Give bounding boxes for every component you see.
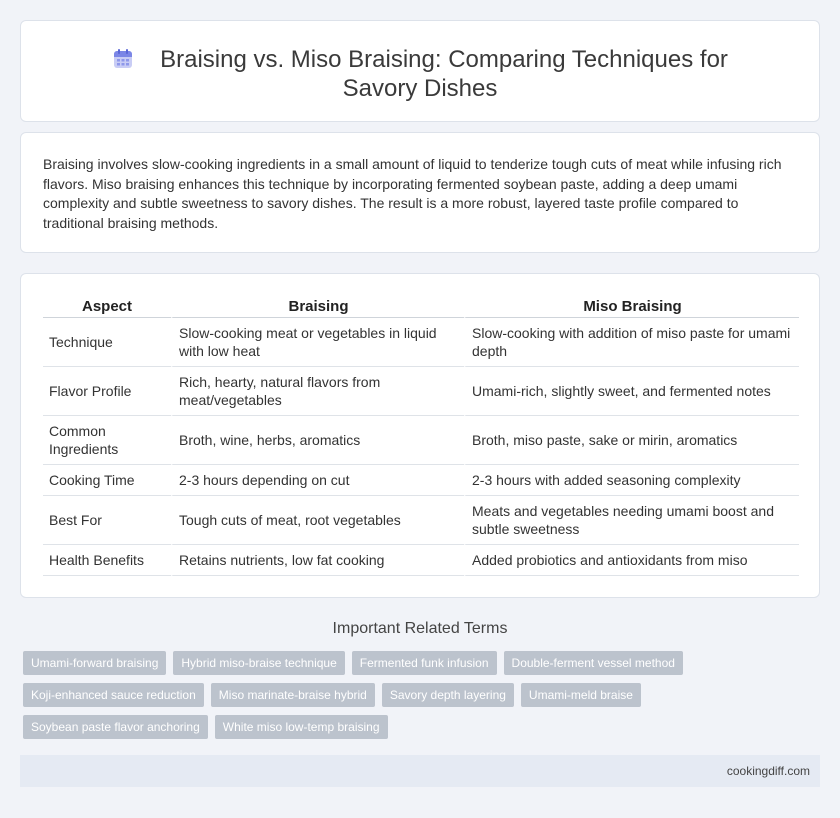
page-title-text: Braising vs. Miso Braising: Comparing Techniques for Savory Dishes [160,46,728,102]
table-row [43,465,799,496]
table-cell: Slow-cooking with addition of miso paste for umami depth [464,318,799,367]
related-terms-list [23,651,803,747]
tag-row [23,715,803,739]
calendar-icon [112,48,134,70]
tag-soybean-paste-flavor-anchoring[interactable]: Soybean paste flavor anchoring [23,715,208,739]
header-aspect: Aspect [43,296,171,318]
table-cell: Rich, hearty, natural flavors from meat/vegetables [171,367,464,416]
table-header-row [43,296,799,318]
table-cell: Retains nutrients, low fat cooking [171,545,464,576]
table-cell: Tough cuts of meat, root vegetables [171,496,464,545]
header-miso-braising: Miso Braising [464,296,799,318]
page-title [112,46,728,102]
table-cell: Added probiotics and antioxidants from miso [464,545,799,576]
table-cell: Flavor Profile [43,367,171,416]
comparison-card [20,273,820,598]
table-cell: Common Ingredients [43,416,171,465]
table-row [43,496,799,545]
table-cell: Health Benefits [43,545,171,576]
tag-koji-enhanced-sauce-reduction[interactable]: Koji-enhanced sauce reduction [23,683,204,707]
tag-row [23,651,803,675]
tag-row [23,683,803,707]
tag-umami-meld-braise[interactable]: Umami-meld braise [521,683,641,707]
related-terms-title: Important Related Terms [332,620,508,637]
tag-hybrid-miso-braise-technique[interactable]: Hybrid miso-braise technique [173,651,344,675]
table-cell: Meats and vegetables needing umami boost and subtle sweetness [464,496,799,545]
table-cell: Broth, wine, herbs, aromatics [171,416,464,465]
footer [20,755,820,787]
table-row [43,318,799,367]
table-cell: Technique [43,318,171,367]
table-cell: Best For [43,496,171,545]
table-cell: Slow-cooking meat or vegetables in liquid with low heat [171,318,464,367]
table-cell: 2-3 hours depending on cut [171,465,464,496]
tag-umami-forward-braising[interactable]: Umami-forward braising [23,651,166,675]
tag-white-miso-low-temp-braising[interactable]: White miso low-temp braising [215,715,388,739]
tag-savory-depth-layering[interactable]: Savory depth layering [382,683,514,707]
comparison-table [43,296,799,576]
tag-double-ferment-vessel-method[interactable]: Double-ferment vessel method [504,651,683,675]
intro-card [20,132,820,253]
table-row [43,545,799,576]
table-cell: Umami-rich, slightly sweet, and fermented notes [464,367,799,416]
tag-miso-marinate-braise-hybrid[interactable]: Miso marinate-braise hybrid [211,683,375,707]
header-braising: Braising [171,296,464,318]
footer-site-link[interactable]: cookingdiff.com [726,764,810,778]
table-cell: Cooking Time [43,465,171,496]
table-row [43,416,799,465]
title-wrap [21,45,819,103]
tag-fermented-funk-infusion[interactable]: Fermented funk infusion [352,651,497,675]
table-cell: 2-3 hours with added seasoning complexity [464,465,799,496]
title-card [20,20,820,122]
table-row [43,367,799,416]
table-cell: Broth, miso paste, sake or mirin, aromatics [464,416,799,465]
intro-paragraph: Braising involves slow-cooking ingredients in a small amount of liquid to tenderize tough cuts of meat while infusing rich flavors. Miso braising enhances this technique by incorporating fermented soybean paste, adding a deep umami complexity and subtle sweetness to savory dishes. The result is a more robust, layered taste profile compared to traditional braising methods. [43,156,782,231]
